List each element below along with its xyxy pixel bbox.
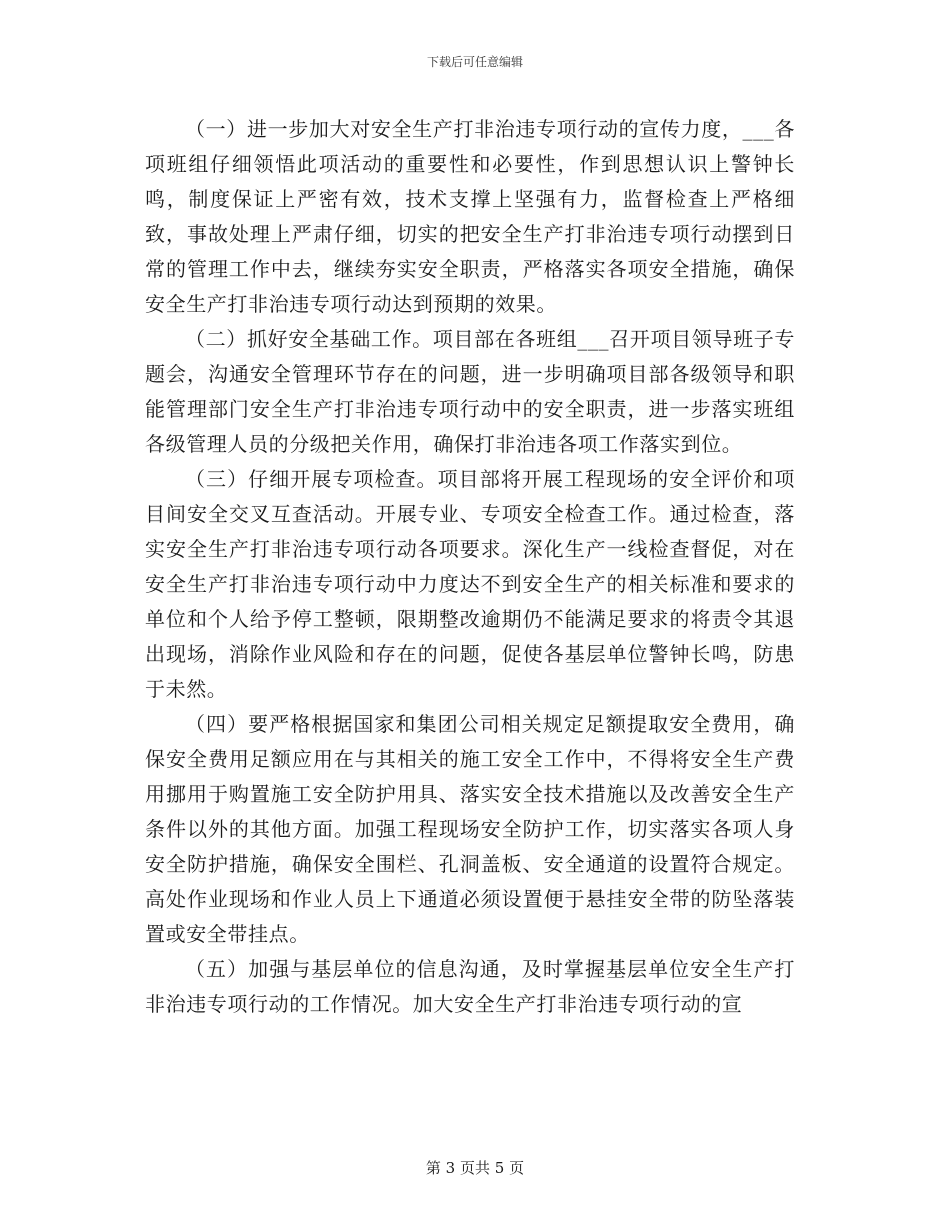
page-footer: 第 3 页共 5 页 (425, 1159, 525, 1177)
paragraph-2: （二）抓好安全基础工作。项目部在各班组___召开项目领导班子专题会，沟通安全管理环节存在的问题，进一步明确项目部各级领导和职能管理部门安全生产打非治违专项行动中的安全职责，进一步落实班组各级管理人员的分级把关作用，确保打非治违各项工作落实到位。 (145, 327, 795, 456)
paragraph-1: （一）进一步加大对安全生产打非治违专项行动的宣传力度，___各项班组仔细领悟此项活动的重要性和必要性，作到思想认识上警钟长鸣，制度保证上严密有效，技术支撑上坚强有力，监督检查上严格细致，事故处理上严肃仔细，切实的把安全生产打非治违专项行动摆到日常的管理工作中去，继续夯实安全职责，严格落实各项安全措施，确保安全生产打非治违专项行动达到预期的效果。 (145, 117, 795, 316)
page-header: 下载后可任意编辑 (426, 55, 523, 69)
document-body (145, 112, 795, 1022)
paragraph-5: （五）加强与基层单位的信息沟通，及时掌握基层单位安全生产打非治违专项行动的工作情况。加大安全生产打非治违专项行动的宣 (145, 957, 795, 1016)
paragraph-4: （四）要严格根据国家和集团公司相关规定足额提取安全费用，确保安全费用足额应用在与其相关的施工安全工作中，不得将安全生产费用挪用于购置施工安全防护用具、落实安全技术措施以及改善安全生产条件以外的其他方面。加强工程现场安全防护工作，切实落实各项人身安全防护措施，确保安全围栏、孔洞盖板、安全通道的设置符合规定。高处作业现场和作业人员上下通道必须设置便于悬挂安全带的防坠落装置或安全带挂点。 (145, 712, 795, 946)
paragraph-3: （三）仔细开展专项检查。项目部将开展工程现场的安全评价和项目间安全交叉互查活动。开展专业、专项安全检查工作。通过检查，落实安全生产打非治违专项行动各项要求。深化生产一线检查督促，对在安全生产打非治违专项行动中力度达不到安全生产的相关标准和要求的单位和个人给予停工整顿，限期整改逾期仍不能满足要求的将责令其退出现场，消除作业风险和存在的问题，促使各基层单位警钟长鸣，防患于未然。 (145, 467, 795, 701)
